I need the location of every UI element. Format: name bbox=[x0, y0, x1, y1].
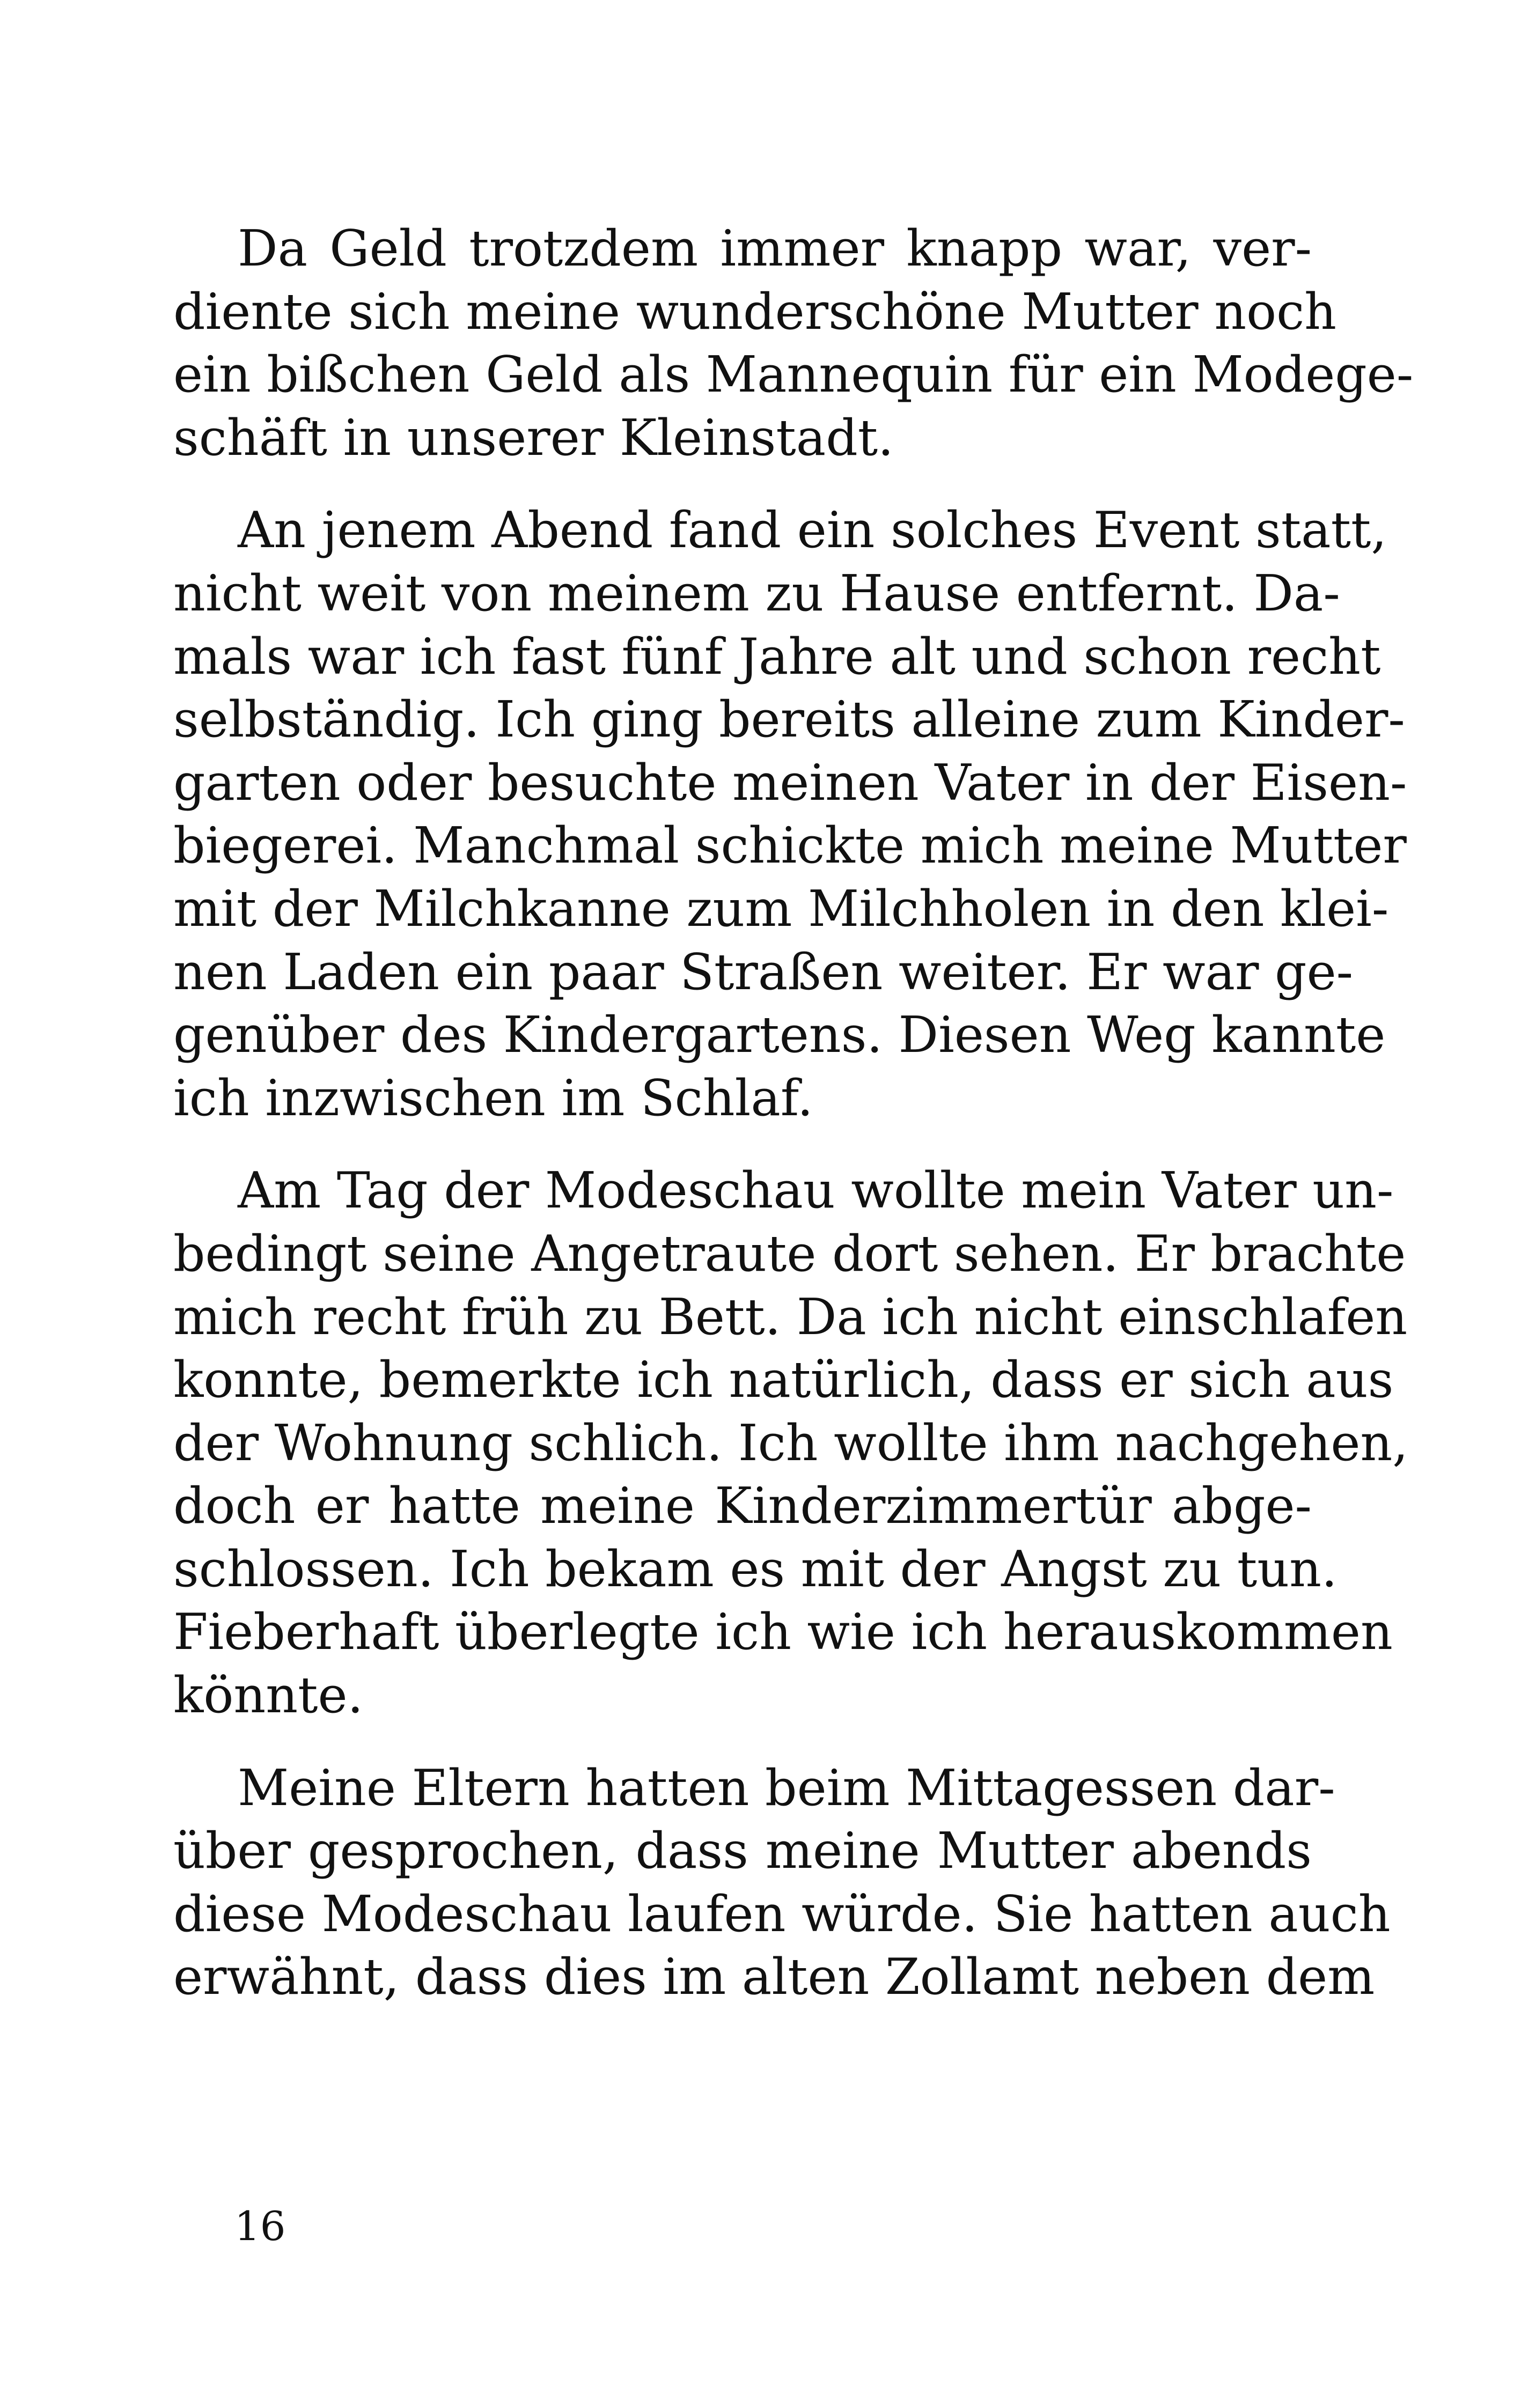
text-line: Meine Eltern hatten beim Mittagessen dar- bbox=[238, 1758, 1335, 1817]
body-text bbox=[173, 217, 1414, 2038]
text-line: mich recht früh zu Bett. Da ich nicht einschlafen bbox=[173, 1287, 1408, 1346]
paragraph bbox=[173, 499, 1407, 1130]
text-line: garten oder besuchte meinen Vater in der Eisen- bbox=[173, 753, 1407, 812]
text-line: erwähnt, dass dies im alten Zollamt neben dem bbox=[173, 1948, 1375, 2006]
paragraph bbox=[173, 1159, 1408, 1727]
text-line: über gesprochen, dass meine Mutter abends bbox=[173, 1822, 1312, 1880]
text-line: selbständig. Ich ging bereits alleine zum Kinder- bbox=[173, 690, 1405, 749]
text-line: nen Laden ein paar Straßen weiter. Er war ge- bbox=[173, 942, 1354, 1001]
text-line: diese Modeschau laufen würde. Sie hatten auch bbox=[173, 1884, 1391, 1943]
text-line: bedingt seine Angetraute dort sehen. Er brachte bbox=[173, 1224, 1406, 1283]
text-line: könnte. bbox=[173, 1666, 364, 1725]
text-line: An jenem Abend fand ein solches Event statt, bbox=[238, 501, 1387, 559]
page-number: 16 bbox=[234, 2203, 286, 2250]
text-line: ich inzwischen im Schlaf. bbox=[173, 1069, 813, 1127]
text-line: Da Geld trotzdem immer knapp war, ver- bbox=[238, 219, 1312, 277]
text-line: doch er hatte meine Kinderzimmertür abge- bbox=[173, 1477, 1312, 1535]
text-line: diente sich meine wunderschöne Mutter noch bbox=[173, 282, 1337, 341]
paragraph bbox=[173, 217, 1414, 469]
text-line: genüber des Kindergartens. Diesen Weg kannte bbox=[173, 1006, 1386, 1064]
text-line: der Wohnung schlich. Ich wollte ihm nachgehen, bbox=[173, 1413, 1408, 1472]
text-line: mit der Milchkanne zum Milchholen in den klei- bbox=[173, 879, 1389, 938]
text-line: schlossen. Ich bekam es mit der Angst zu tun. bbox=[173, 1540, 1338, 1598]
text-line: schäft in unserer Kleinstadt. bbox=[173, 408, 894, 467]
text-line: nicht weit von meinem zu Hause entfernt. Da- bbox=[173, 564, 1340, 622]
text-line: Am Tag der Modeschau wollte mein Vater un- bbox=[238, 1161, 1394, 1220]
text-line: biegerei. Manchmal schickte mich meine Mutter bbox=[173, 816, 1407, 875]
text-line: konnte, bemerkte ich natürlich, dass er sich aus bbox=[173, 1351, 1394, 1409]
text-line: Fieberhaft überlegte ich wie ich herauskommen bbox=[173, 1603, 1393, 1661]
text-line: ein bißchen Geld als Mannequin für ein Modege- bbox=[173, 345, 1414, 404]
paragraph bbox=[173, 1757, 1391, 2009]
text-line: mals war ich fast fünf Jahre alt und schon recht bbox=[173, 627, 1381, 686]
